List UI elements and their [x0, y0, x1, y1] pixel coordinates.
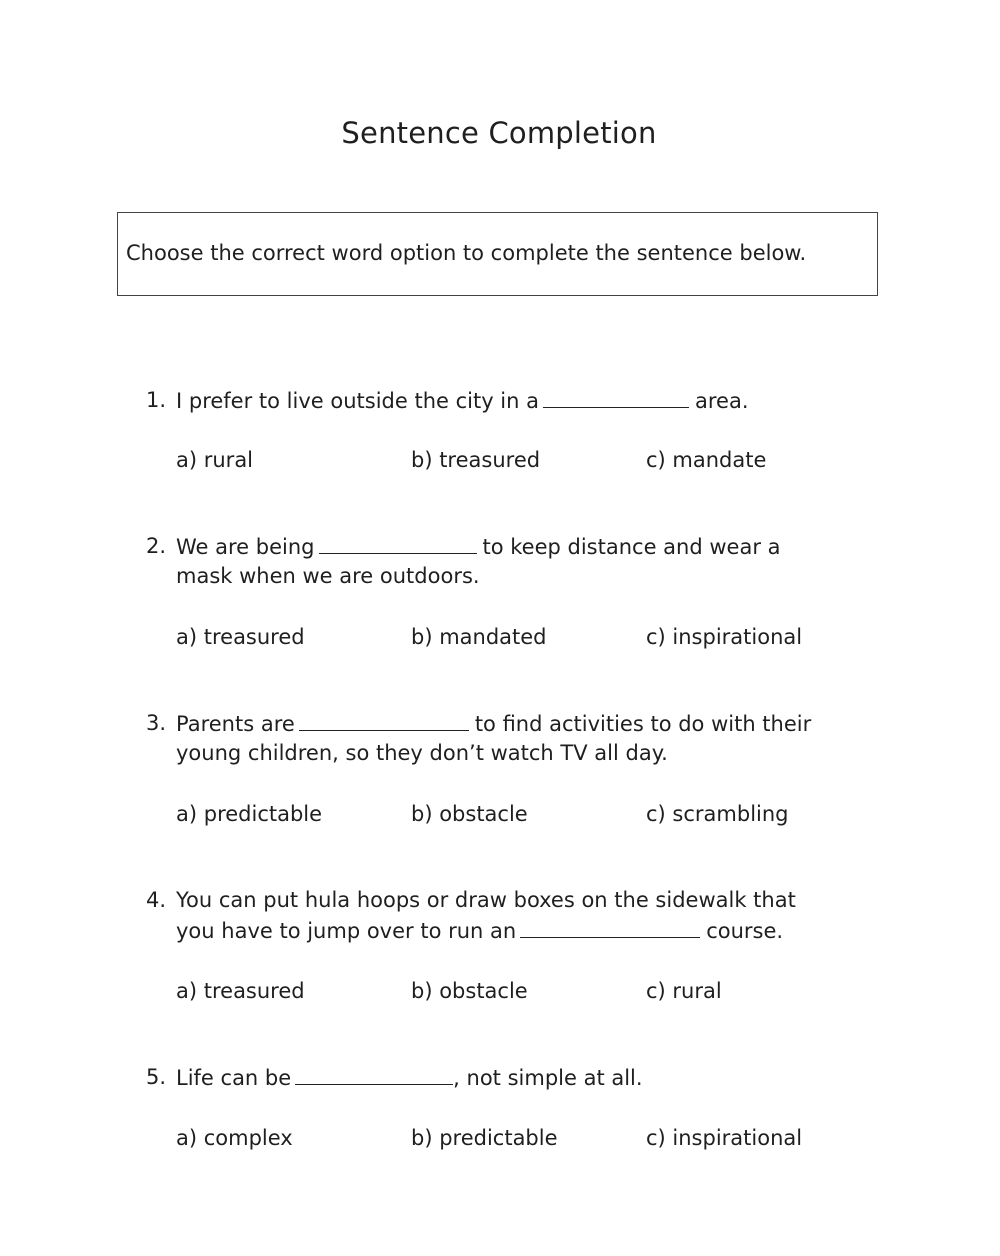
question-text-after: to keep distance and wear a	[482, 535, 781, 559]
question-number: 1.	[146, 388, 167, 412]
option-b[interactable]: b) treasured	[411, 448, 541, 472]
question-text	[176, 531, 781, 562]
question-4	[146, 885, 866, 945]
question-text-after: area.	[695, 389, 749, 413]
question-text-after: , not simple at all.	[453, 1066, 643, 1090]
answer-blank[interactable]	[543, 385, 689, 408]
question-5	[146, 1062, 866, 1092]
option-c[interactable]: c) rural	[646, 979, 722, 1003]
question-line	[146, 915, 866, 945]
question-text	[176, 1062, 643, 1093]
options-3	[176, 799, 876, 829]
question-text-after: to find activities to do with their	[474, 712, 812, 736]
option-b[interactable]: b) mandated	[411, 625, 547, 649]
question-line	[146, 708, 866, 738]
question-text-line2: young children, so they don’t watch TV all day.	[176, 741, 668, 765]
options-2	[176, 622, 876, 652]
option-c[interactable]: c) mandate	[646, 448, 767, 472]
page-title: Sentence Completion	[341, 116, 657, 150]
instruction-text: Choose the correct word option to complete the sentence below.	[126, 241, 807, 265]
question-text-before: you have to jump over to run an	[176, 919, 517, 943]
option-a[interactable]: a) predictable	[176, 802, 323, 826]
instruction-box	[117, 212, 878, 296]
question-text-line2	[176, 915, 783, 946]
question-line	[146, 531, 866, 561]
options-5	[176, 1123, 876, 1153]
question-number: 2.	[146, 534, 167, 558]
options-1	[176, 445, 876, 475]
question-line	[146, 738, 866, 768]
answer-blank[interactable]	[299, 708, 469, 731]
option-c[interactable]: c) scrambling	[646, 802, 789, 826]
question-number: 5.	[146, 1065, 167, 1089]
option-a[interactable]: a) complex	[176, 1126, 293, 1150]
question-text-before: Life can be	[176, 1066, 292, 1090]
question-text: You can put hula hoops or draw boxes on the sidewalk that	[176, 888, 796, 912]
options-4	[176, 976, 876, 1006]
answer-blank[interactable]	[319, 531, 477, 554]
option-a[interactable]: a) treasured	[176, 625, 305, 649]
question-line	[146, 1062, 866, 1092]
question-text-before: Parents are	[176, 712, 295, 736]
option-c[interactable]: c) inspirational	[646, 625, 803, 649]
option-a[interactable]: a) treasured	[176, 979, 305, 1003]
question-text-line2: mask when we are outdoors.	[176, 564, 480, 588]
question-text	[176, 708, 811, 739]
option-b[interactable]: b) predictable	[411, 1126, 558, 1150]
question-text	[176, 385, 749, 416]
option-c[interactable]: c) inspirational	[646, 1126, 803, 1150]
option-b[interactable]: b) obstacle	[411, 802, 528, 826]
question-number: 3.	[146, 711, 167, 735]
question-line	[146, 385, 866, 415]
question-line	[146, 561, 866, 591]
question-text-after: course.	[706, 919, 784, 943]
question-2	[146, 531, 866, 591]
question-text-before: We are being	[176, 535, 315, 559]
question-1	[146, 385, 866, 415]
question-number: 4.	[146, 888, 167, 912]
answer-blank[interactable]	[520, 915, 700, 938]
question-text-before: I prefer to live outside the city in a	[176, 389, 539, 413]
question-3	[146, 708, 866, 768]
answer-blank[interactable]	[295, 1062, 453, 1085]
option-b[interactable]: b) obstacle	[411, 979, 528, 1003]
option-a[interactable]: a) rural	[176, 448, 254, 472]
question-line	[146, 885, 866, 915]
